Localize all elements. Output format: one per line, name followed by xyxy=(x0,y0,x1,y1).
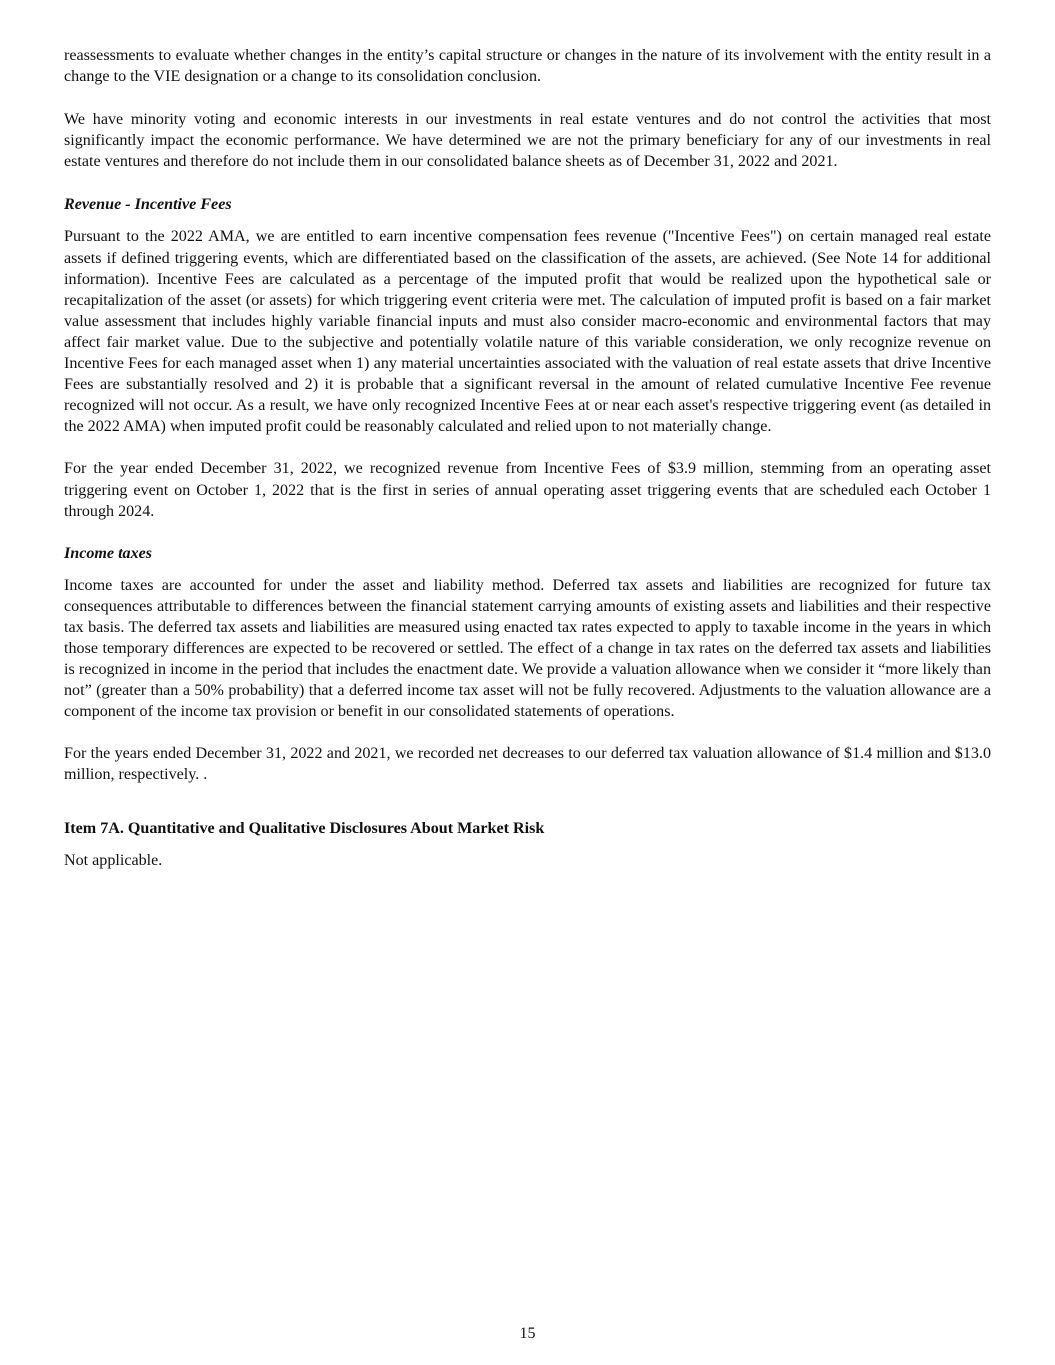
paragraph-incentive-fees-revenue: For the year ended December 31, 2022, we recognized revenue from Incentive Fees of $3.9 million, stemming from an operating asset triggering event on October 1, 2022 that is the first in series of annual operating asset triggering events that are scheduled each October 1 through 2024. xyxy=(64,460,991,520)
page-number: 15 xyxy=(519,1325,536,1342)
paragraph-vie-reassessments: reassessments to evaluate whether changes in the entity’s capital structure or changes in the nature of its involvement with the entity result in a change to the VIE designation or a change to its consolidation conclusion. xyxy=(64,47,991,86)
heading-income-taxes: Income taxes xyxy=(64,544,153,562)
paragraph-income-taxes: Income taxes are accounted for under the asset and liability method. Deferred tax assets and liabilities are recognized for future tax consequences attributable to differences between the financial statement carrying amounts of existing assets and liabilities and their respective tax basis. The deferred tax assets and liabilities are measured using enacted tax rates expected to apply to taxable income in the years in which those temporary differences are expected to be recovered or settled. The effect of a change in tax rates on the deferred tax assets and liabilities is recognized in income in the period that includes the enactment date. We provide a valuation allowance when we consider it “more likely than not” (greater than a 50% probability) that a deferred income tax asset will not be fully recovered. Adjustments to the valuation allowance are a component of the income tax provision or benefit in our consolidated statements of operations. xyxy=(64,576,991,721)
heading-revenue-incentive-fees: Revenue - Incentive Fees xyxy=(64,196,232,214)
document-page xyxy=(64,45,991,871)
paragraph-minority-interests: We have minority voting and economic interests in our investments in real estate ventures and do not control the activities that most significantly impact the economic performance. We have determined we are not the primary beneficiary for any of our investments in real estate ventures and therefore do not include them in our consolidated balance sheets as of December 31, 2022 and 2021. xyxy=(64,111,991,171)
paragraph-incentive-fees: Pursuant to the 2022 AMA, we are entitled to earn incentive compensation fees revenue ("Incentive Fees") on certain managed real estate assets if defined triggering events, which are differentiated based on the classification of the assets, are achieved. (See Note 14 for additional information). Incentive Fees are calculated as a percentage of the imputed profit that would be realized upon the hypothetical sale or recapitalization of the asset (or assets) for which triggering event criteria were met. The calculation of imputed profit is based on a fair market value assessment that includes highly variable financial inputs and must also consider macro-economic and environmental factors that may affect fair market value. Due to the subjective and potentially volatile nature of this variable consideration, we only recognize revenue on Incentive Fees for each managed asset when 1) any material uncertainties associated with the valuation of real estate assets that drive Incentive Fees are substantially resolved and 2) it is probable that a significant reversal in the amount of related cumulative Incentive Fee revenue recognized will not occur. As a result, we have only recognized Incentive Fees at or near each asset's respective triggering event (as detailed in the 2022 AMA) when imputed profit could be reasonably calculated and relied upon to not materially change. xyxy=(64,228,991,436)
paragraph-valuation-allowance: For the years ended December 31, 2022 and 2021, we recorded net decreases to our deferred tax valuation allowance of $1.4 million and $13.0 million, respectively. . xyxy=(64,745,991,784)
paragraph-not-applicable: Not applicable. xyxy=(64,851,163,869)
heading-item-7a: Item 7A. Quantitative and Qualitative Disclosures About Market Risk xyxy=(64,819,545,837)
